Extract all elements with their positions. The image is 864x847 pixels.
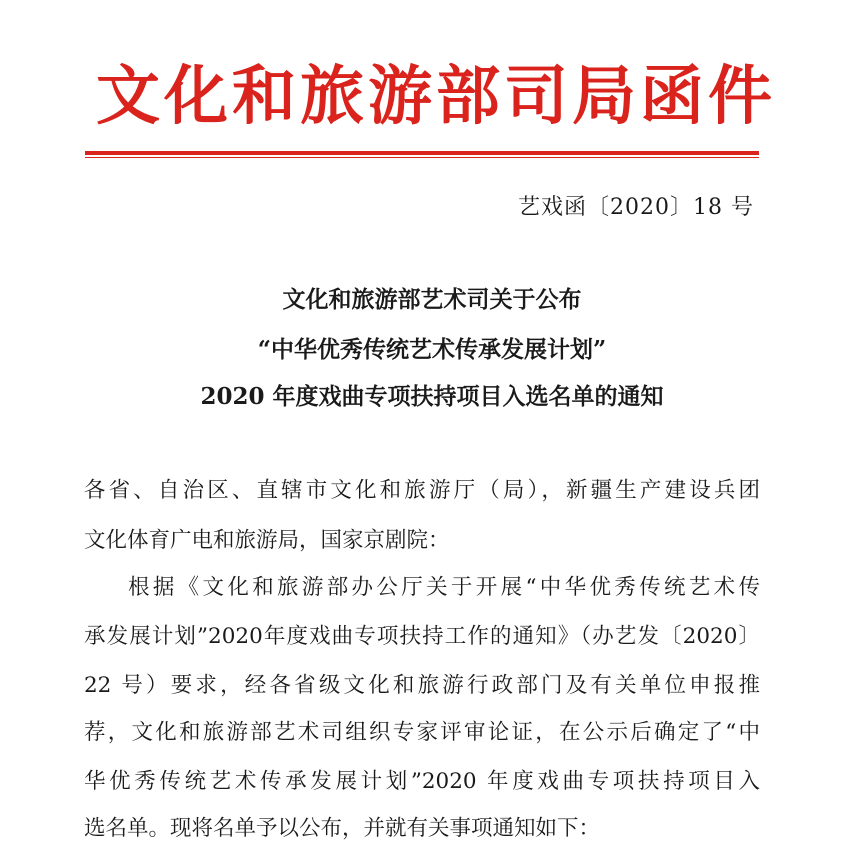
paragraph-line-6: 选名单。现将名单予以公布，并就有关事项通知如下： <box>84 816 601 841</box>
document-title-line-2: “中华优秀传统艺术传承发展计划” <box>257 336 607 363</box>
recipients-line-2: 文化体育广电和旅游局，国家京剧院： <box>84 528 450 553</box>
letterhead-red-rule <box>85 151 759 155</box>
paragraph-line-3: 22 号）要求，经各省级文化和旅游行政部门及有关单位申报推 <box>84 673 760 698</box>
document-title-line-3: 2020 年度戏曲专项扶持项目入选名单的通知 <box>200 383 664 410</box>
paragraph-line-4: 荐，文化和旅游部艺术司组织专家评审论证，在公示后确定了“中 <box>84 720 760 745</box>
recipients-line-1: 各省、自治区、直辖市文化和旅游厅（局），新疆生产建设兵团 <box>84 478 760 503</box>
document-number: 艺戏函〔2020〕18 号 <box>518 195 754 220</box>
letterhead-red-rule-thin <box>85 157 759 158</box>
document-title-line-1: 文化和旅游部艺术司关于公布 <box>282 286 582 313</box>
paragraph-line-5: 华优秀传统艺术传承发展计划”2020 年度戏曲专项扶持项目入 <box>84 769 760 794</box>
paragraph-line-2: 承发展计划”2020年度戏曲专项扶持工作的通知》（办艺发〔2020〕 <box>84 624 760 649</box>
paragraph-line-1: 根据《文化和旅游部办公厅关于开展“中华优秀传统艺术传 <box>128 575 760 600</box>
letterhead-title: 文化和旅游部司局函件 <box>96 59 776 134</box>
